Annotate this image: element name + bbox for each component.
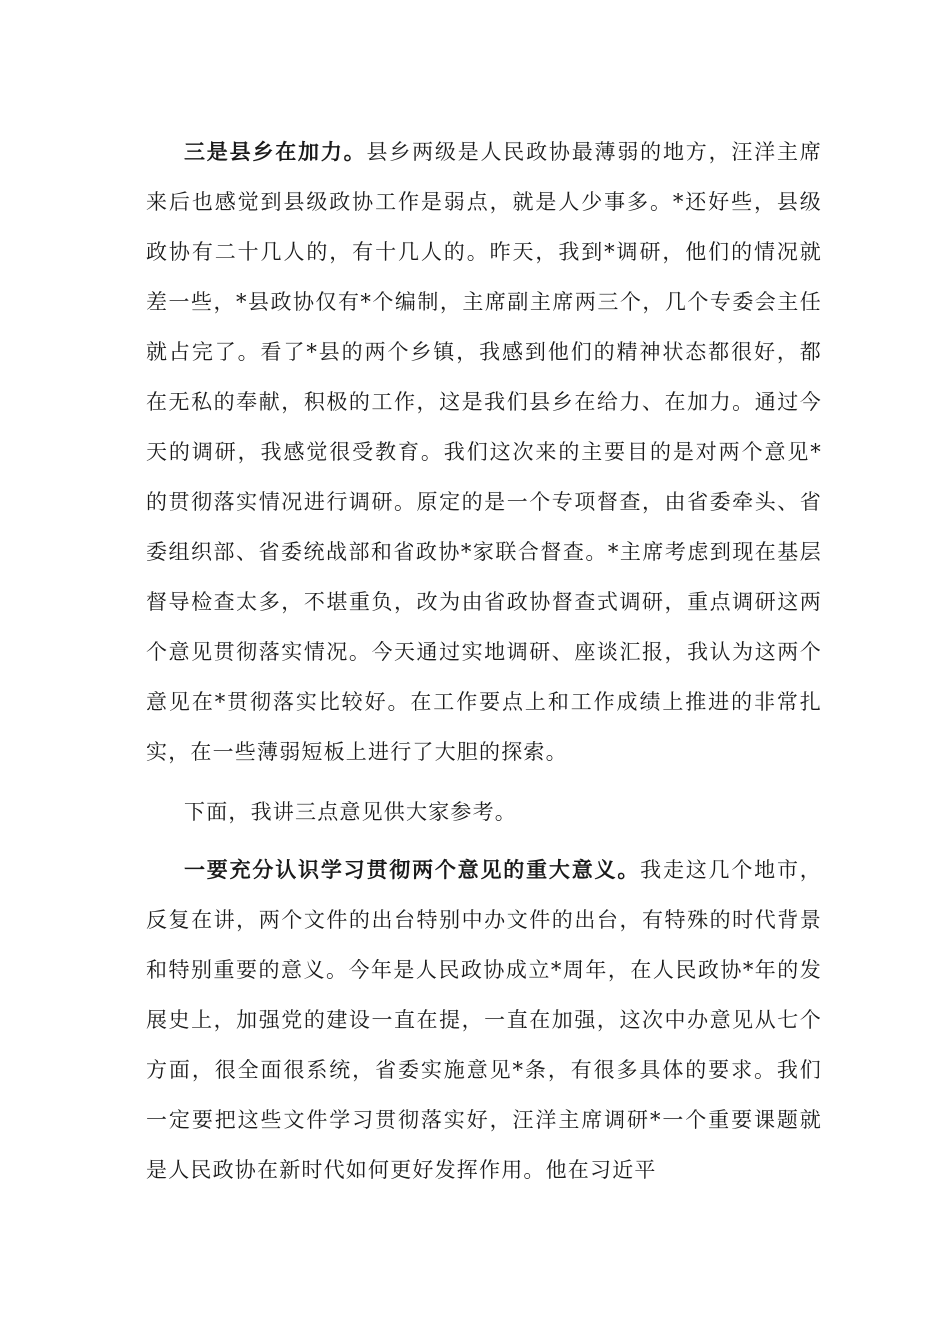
paragraph-county-township: [146, 127, 822, 777]
paragraph-lead-heading: 一要充分认识学习贯彻两个意见的重大意义。: [184, 857, 641, 882]
paragraph-intro-three-points: [146, 787, 822, 837]
paragraph-body: 县乡两级是人民政协最薄弱的地方，汪洋主席来后也感觉到县级政协工作是弱点，就是人少事多。*还好些，县级政协有二十几人的，有十几人的。昨天，我到*调研，他们的情况就差一些，*县政协仅有*个编制，主席副主席两三个，几个专委会主任就占完了。看了*县的两个乡镇，我感到他们的精神状态都很好，都在无私的奉献，积极的工作，这是我们县乡在给力、在加力。通过今天的调研，我感觉很受教育。我们这次来的主要目的是对两个意见*的贯彻落实情况进行调研。原定的是一个专项督查，由省委牵头、省委组织部、省委统战部和省政协*家联合督查。*主席考虑到现在基层督导检查太多，不堪重负，改为由省政协督查式调研，重点调研这两个意见贯彻落实情况。今天通过实地调研、座谈汇报，我认为这两个意见在*贯彻落实比较好。在工作要点上和工作成绩上推进的非常扎实，在一些薄弱短板上进行了大胆的探索。: [146, 140, 823, 764]
paragraph-body: 我走这几个地市，反复在讲，两个文件的出台特别中办文件的出台，有特殊的时代背景和特别重要的意义。今年是人民政协成立*周年，在人民政协*年的发展史上，加强党的建设一直在提，一直在加强，这次中办意见从七个方面，很全面很系统，省委实施意见*条，有很多具体的要求。我们一定要把这些文件学习贯彻落实好，汪洋主席调研*一个重要课题就是人民政协在新时代如何更好发挥作用。他在习近平: [146, 858, 822, 1182]
paragraph-body: 下面，我讲三点意见供大家参考。: [184, 800, 517, 824]
paragraph-text: [146, 845, 822, 1195]
paragraph-lead-heading: 三是县乡在加力。: [184, 139, 367, 164]
paragraph-text: [146, 127, 822, 777]
paragraph-text: [146, 787, 822, 837]
paragraph-point-one: [146, 845, 822, 1195]
